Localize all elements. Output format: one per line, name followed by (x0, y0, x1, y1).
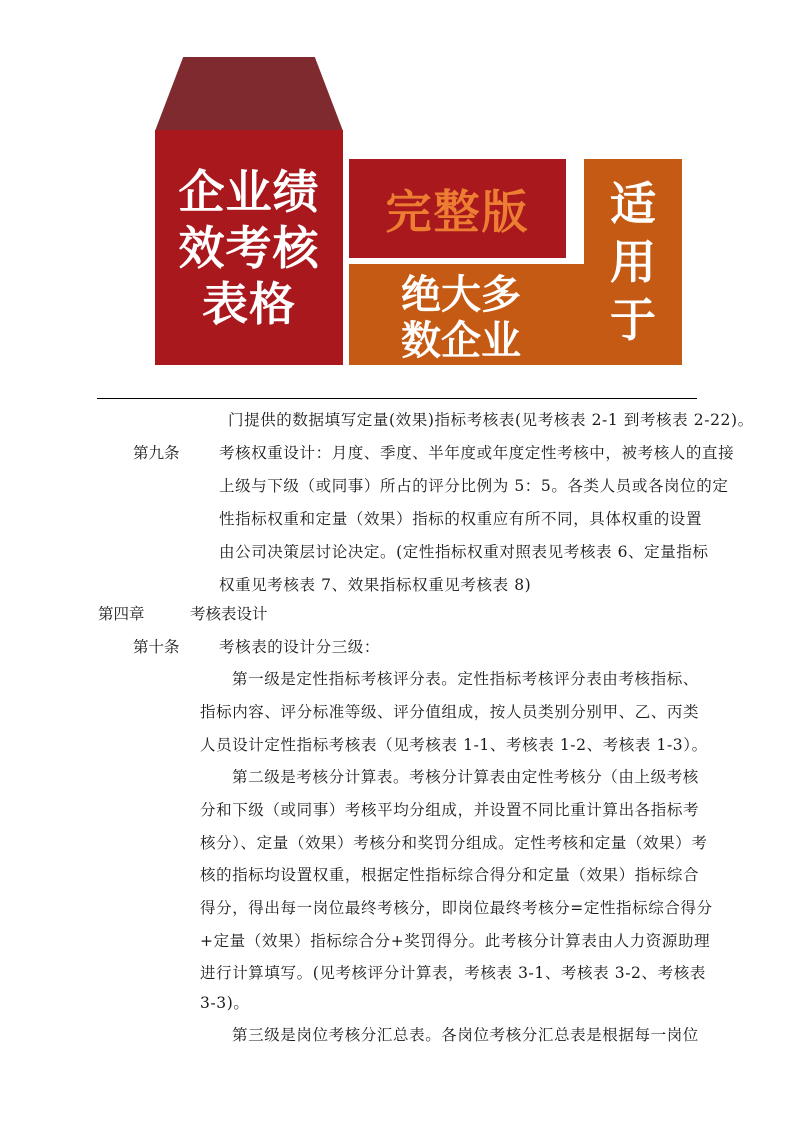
banner-main-title-block (155, 130, 343, 365)
header-divider (97, 398, 697, 399)
level-2-line: 核的指标均设置权重，根据定性指标综合得分和定量（效果）指标综合 (200, 866, 700, 884)
level-2-line: +定量（效果）指标综合分+奖罚得分。此考核分计算表由人力资源助理 (200, 932, 711, 950)
continuation-line: 门提供的数据填写定量(效果)指标考核表(见考核表 2-1 到考核表 2-22)。 (228, 411, 754, 429)
banner-version-label: 完整版 (385, 184, 530, 239)
level-1-line: 人员设计定性指标考核表（见考核表 1-1、考核表 1-2、考核表 1-3）。 (200, 736, 708, 754)
article-10-label: 第十条 (133, 638, 180, 656)
level-2-line: 第二级是考核分计算表。考核分计算表由定性考核分（由上级考核 (232, 768, 699, 786)
level-2-line: 得分，得出每一岗位最终考核分，即岗位最终考核分=定性指标综合得分 (200, 899, 713, 917)
level-2-line: 分和下级（或同事）考核平均分组成，并设置不同比重计算出各指标考 (200, 801, 700, 819)
article-9-line: 上级与下级（或同事）所占的评分比例为 5：5。各类人员或各岗位的定 (219, 477, 729, 495)
banner-title-line: 效考核 (178, 220, 320, 275)
banner-applies-char: 适 (610, 177, 656, 231)
article-9-line: 性指标权重和定量（效果）指标的权重应有所不同，具体权重的设置 (219, 510, 703, 528)
level-2-line: 进行计算填写。(见考核评分计算表，考核表 3-1、考核表 3-2、考核表 (200, 964, 706, 982)
banner-version-block (349, 159, 566, 258)
article-9-label: 第九条 (133, 444, 180, 462)
article-9-line: 考核权重设计：月度、季度、半年度或年度定性考核中，被考核人的直接 (219, 444, 735, 462)
banner-applies-block (584, 159, 682, 365)
banner-audience-line: 绝大多 (401, 272, 521, 318)
chapter-4-title: 考核表设计 (190, 605, 268, 623)
article-9-line: 由公司决策层讨论决定。(定性指标权重对照表见考核表 6、定量指标 (219, 543, 709, 561)
banner-audience-line: 数企业 (401, 318, 521, 364)
article-10-intro: 考核表的设计分三级： (219, 638, 381, 656)
banner-title-line: 表格 (202, 276, 296, 331)
chapter-4-label: 第四章 (98, 605, 145, 623)
banner-title-line: 企业绩 (178, 164, 320, 219)
banner-roof-shape (155, 57, 343, 131)
level-1-line: 指标内容、评分标准等级、评分值组成，按人员类别分别甲、乙、丙类 (200, 703, 700, 721)
level-2-line: 3-3)。 (200, 994, 250, 1012)
level-1-line: 第一级是定性指标考核评分表。定性指标考核评分表由考核指标、 (232, 670, 699, 688)
cover-banner (0, 0, 793, 380)
banner-applies-char: 于 (610, 293, 656, 347)
level-2-line: 核分）、定量（效果）考核分和奖罚分组成。定性考核和定量（效果）考 (200, 834, 708, 852)
article-9-line: 权重见考核表 7、效果指标权重见考核表 8) (219, 576, 532, 594)
level-3-line: 第三级是岗位考核分汇总表。各岗位考核分汇总表是根据每一岗位 (232, 1026, 699, 1044)
banner-applies-char: 用 (610, 235, 656, 289)
